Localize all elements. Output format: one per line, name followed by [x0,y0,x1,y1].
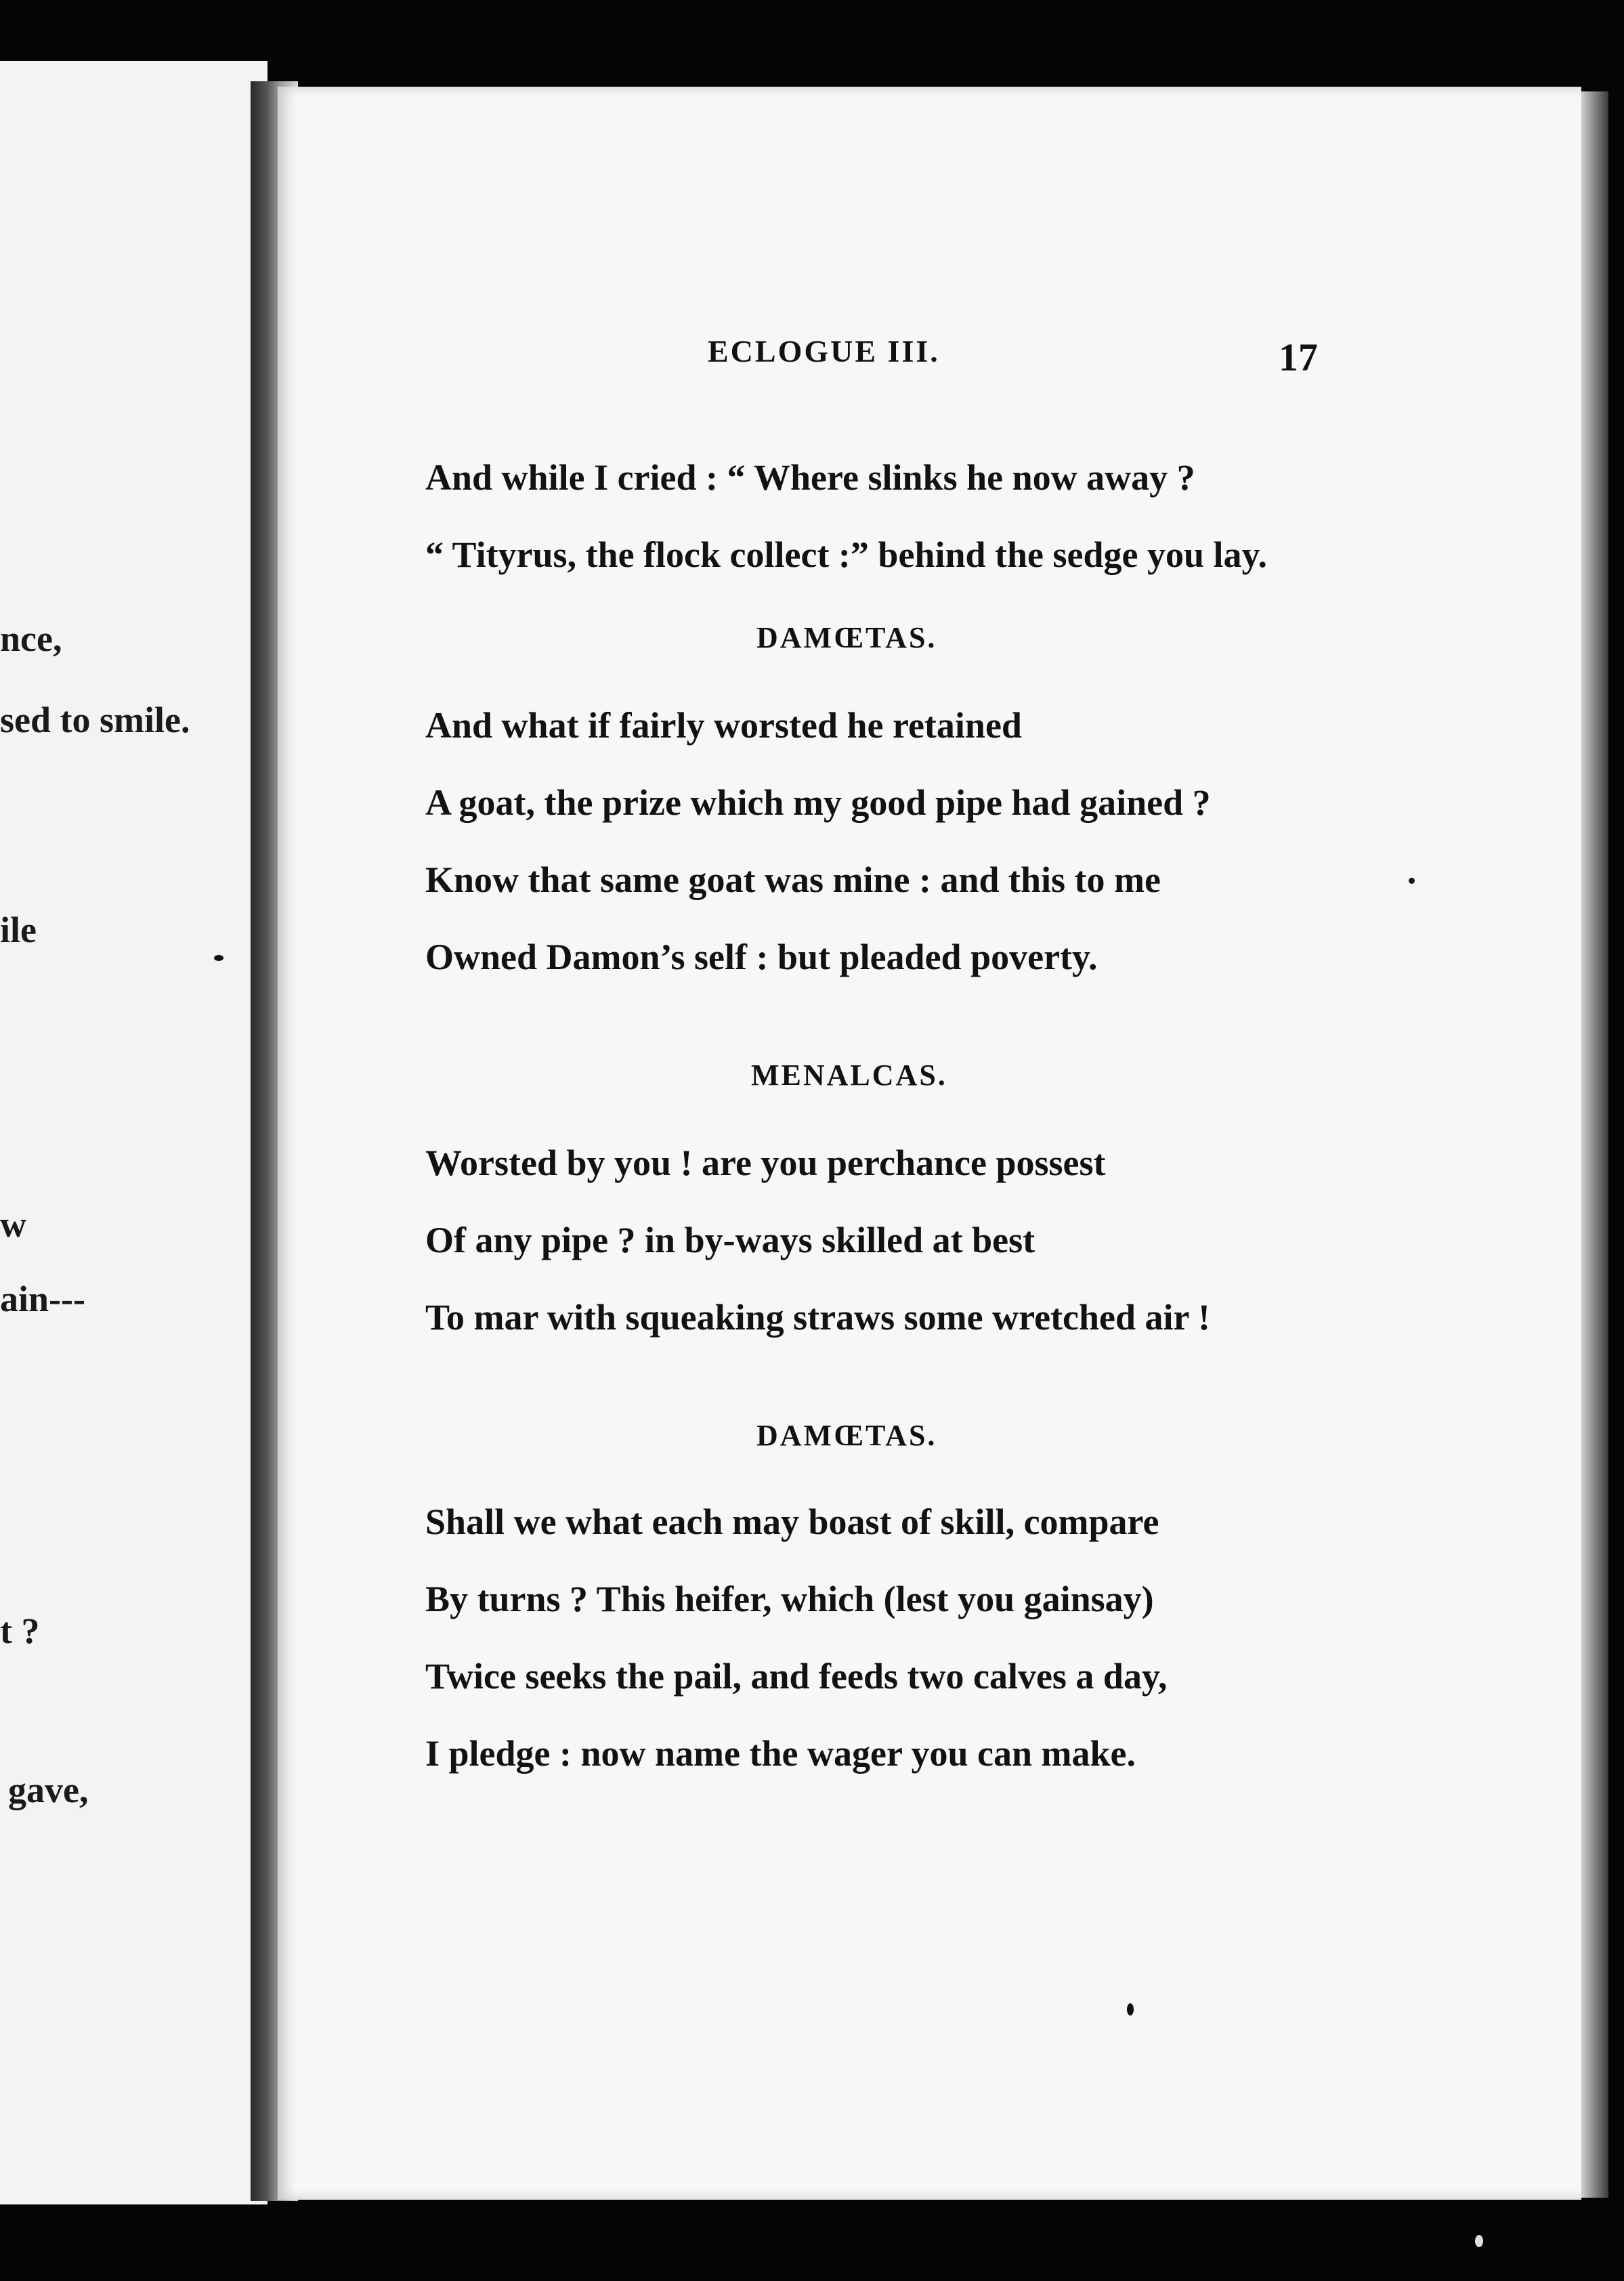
verse-line: Worsted by you ! are you perchance possest [425,1143,1106,1183]
verse-line: Of any pipe ? in by-ways skilled at best [425,1220,1035,1260]
page-edge-shadow [1581,91,1608,2198]
verse-line: “ Tityrus, the flock collect :” behind the sedge you lay. [425,534,1268,575]
verse-line: And while I cried : “ Where slinks he now away ? [425,457,1195,498]
scan-speck [1409,878,1415,884]
verse-line: A goat, the prize which my good pipe had gained ? [425,782,1211,823]
speaker-heading: MENALCAS. [751,1059,947,1092]
verse-line: To mar with squeaking straws some wretched air ! [425,1297,1211,1338]
speaker-heading: DAMŒTAS. [756,1419,937,1452]
page-number: 17 [1279,335,1318,379]
left-page-line: ile [0,910,37,950]
left-page-line: nce, [0,618,62,659]
running-head: ECLOGUE III. [708,334,940,368]
verse-line: And what if fairly worsted he retained [425,705,1022,746]
scan-speck [1127,2003,1134,2016]
verse-line: Owned Damon’s self : but pleaded poverty. [425,937,1098,977]
verse-line: By turns ? This heifer, which (lest you gainsay) [425,1579,1154,1619]
verse-line: Know that same goat was mine : and this to me [425,859,1161,900]
verse-line: Shall we what each may boast of skill, compare [425,1501,1159,1542]
verse-line: I pledge : now name the wager you can make. [425,1733,1136,1774]
scan-speck [214,955,223,961]
scan-speck [1475,2235,1483,2247]
speaker-heading: DAMŒTAS. [756,621,937,654]
verse-line: Twice seeks the pail, and feeds two calves a day, [425,1656,1168,1697]
left-facing-page [0,61,268,2204]
left-page-line: sed to smile. [0,700,190,740]
left-page-line: ain--- [0,1279,85,1319]
left-page-line: t ? [0,1611,40,1651]
left-page-line: w [0,1204,26,1245]
left-page-line: gave, [8,1770,89,1810]
